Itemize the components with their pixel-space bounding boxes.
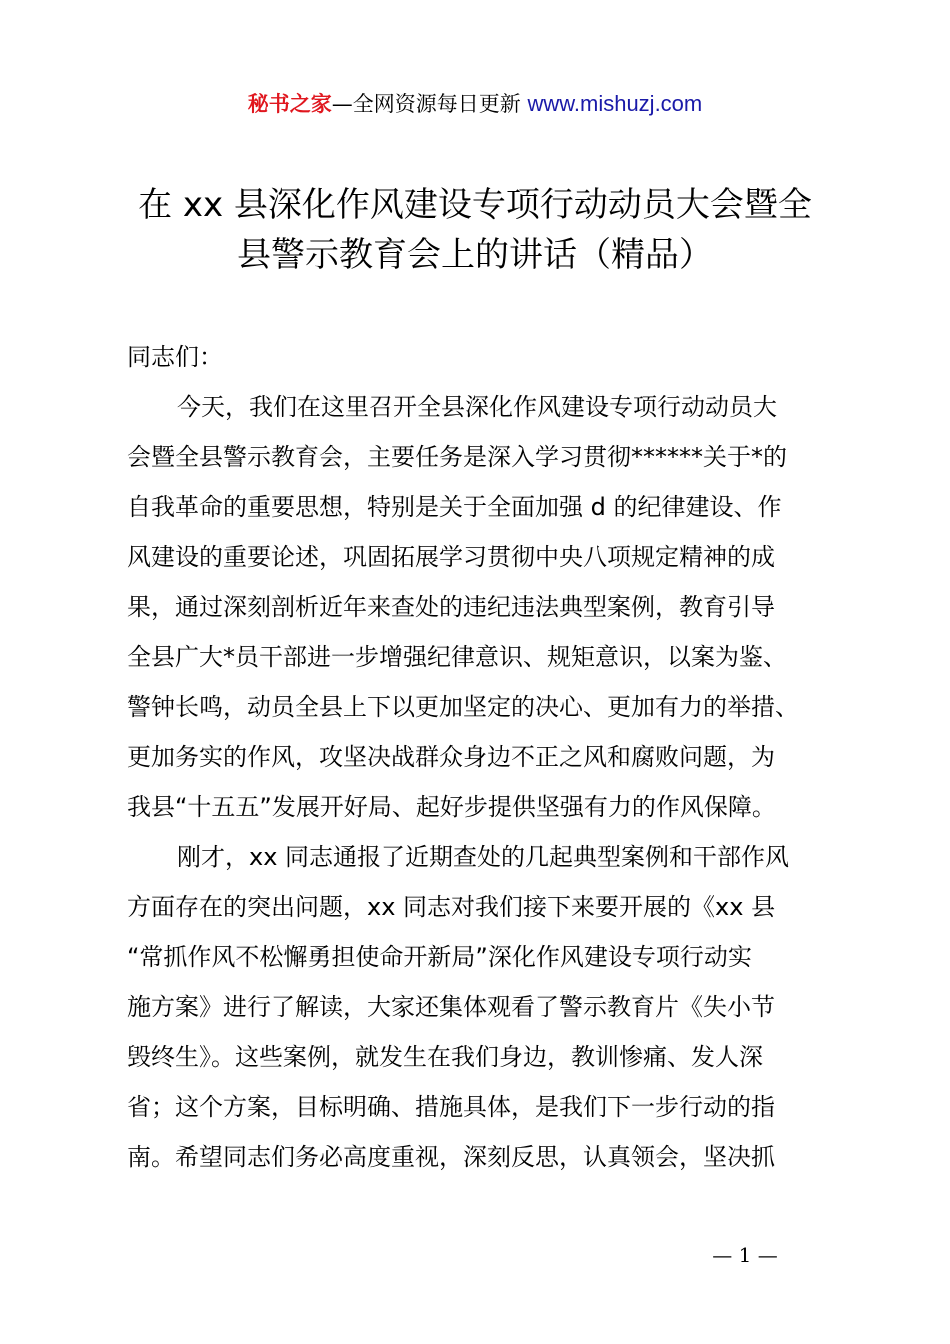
brand-name: 秘书之家	[247, 92, 332, 116]
paragraph-line: 果，通过深刻剖析近年来查处的违纪违法典型案例，教育引导	[127, 593, 775, 621]
paragraph-line: 更加务实的作风，攻坚决战群众身边不正之风和腐败问题，为	[127, 743, 775, 771]
paragraph-line: 毁终生》。这些案例，就发生在我们身边，教训惨痛、发人深	[127, 1043, 763, 1071]
paragraph-1	[127, 382, 843, 832]
paragraph-line: 自我革命的重要思想，特别是关于全面加强 d 的纪律建设、作	[127, 493, 782, 521]
paragraph-line: 我县“十五五”发展开好局、起好步提供坚强有力的作风保障。	[127, 793, 776, 821]
paragraph-line: 方面存在的突出问题，xx 同志对我们接下来要开展的《xx 县	[127, 893, 776, 921]
title-line-2: 县警示教育会上的讲话（精品）	[237, 235, 713, 275]
document-body	[127, 332, 843, 1182]
paragraph-line: 警钟长鸣，动员全县上下以更加坚定的决心、更加有力的举措、	[127, 693, 799, 721]
paragraph-line: 省；这个方案，目标明确、措施具体，是我们下一步行动的指	[127, 1093, 775, 1121]
paragraph-line: 风建设的重要论述，巩固拓展学习贯彻中央八项规定精神的成	[127, 543, 775, 571]
header-banner	[0, 88, 950, 120]
paragraph-line: “常抓作风不松懈勇担使命开新局”深化作风建设专项行动实	[127, 943, 752, 971]
document-title	[100, 180, 850, 280]
paragraph-line: 南。希望同志们务必高度重视，深刻反思，认真领会，坚决抓	[127, 1143, 775, 1171]
page-number: — 1 —	[712, 1243, 778, 1267]
paragraph-2	[127, 832, 843, 1182]
paragraph-line: 会暨全县警示教育会，主要任务是深入学习贯彻******关于*的	[127, 443, 787, 471]
paragraph-line: 今天，我们在这里召开全县深化作风建设专项行动动员大	[177, 393, 777, 421]
header-tagline: —全网资源每日更新	[331, 92, 521, 116]
title-line-1: 在 xx 县深化作风建设专项行动动员大会暨全	[138, 185, 812, 225]
site-url-link[interactable]: www.mishuzj.com	[527, 91, 703, 116]
salutation: 同志们：	[127, 343, 223, 371]
paragraph-line: 施方案》进行了解读，大家还集体观看了警示教育片《失小节	[127, 993, 775, 1021]
paragraph-line: 刚才，xx 同志通报了近期查处的几起典型案例和干部作风	[177, 843, 790, 871]
paragraph-line: 全县广大*员干部进一步增强纪律意识、规矩意识，以案为鉴、	[127, 643, 787, 671]
